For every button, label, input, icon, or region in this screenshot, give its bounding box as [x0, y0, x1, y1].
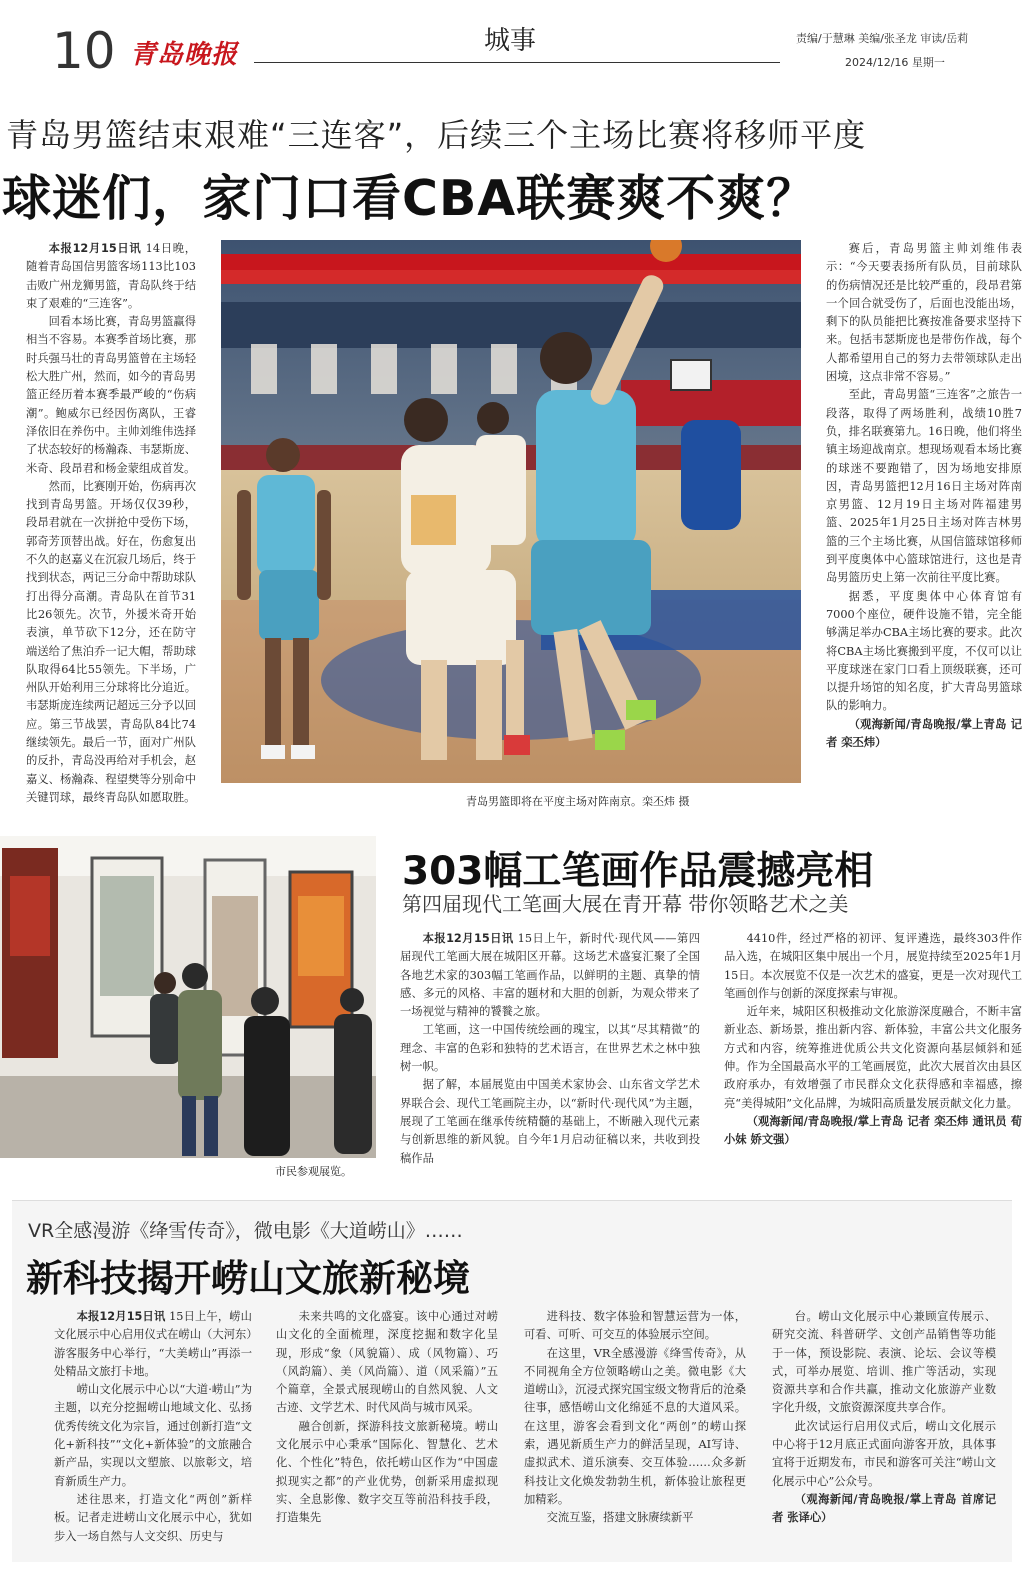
paragraph: 崂山文化展示中心以“大道·崂山”为主题，以充分挖掘崂山地域文化、弘扬优秀传统文化为宗旨，通过创新打造“文化+新科技”“文化+新体验”的文旅融合新产品，实现以文塑旅、以旅彰文，培育新质生产力。: [54, 1383, 252, 1488]
paragraph: 述往思来，打造文化“两创”新样板。记者走进崂山文化展示中心，犹如步入一场自然与人文交织、历史与: [54, 1492, 252, 1543]
article3-column-3: [524, 1308, 746, 1548]
paragraph: 据悉，平度奥体中心体育馆有7000个座位，硬件设施不错，完全能够满足举办CBA主场比赛的要求。此次将CBA主场比赛搬到平度，不仅可以让平度球迷在家门口看上顶级联赛，还可以提升场馆的知名度，扩大青岛男篮球队的影响力。: [826, 589, 1022, 713]
article1-byline: （观海新闻/青岛晚报/掌上青岛 记者 栾丕炜）: [826, 717, 1022, 750]
section-title: 城事: [483, 26, 536, 56]
lead-tag: 本报12月15日讯: [76, 1310, 166, 1323]
paragraph: 据了解，本届展览由中国美术家协会、山东省文学艺术界联合会、现代工笔画院主办，以“新时代·现代风”为主题，展现了工笔画在继承传统精髓的基础上，不断融入现代元素与创新思维的新风貌。自今年1月启动征稿以来，共收到投稿作品: [400, 1078, 700, 1165]
paragraph: 台。崂山文化展示中心兼顾宣传展示、研究交流、科普研学、文创产品销售等功能于一体，预设影院、表演、论坛、会议等模式，可举办展览、培训、推广等活动，实现资源共享和合作共赢，推动文化旅游产业数字化升级，文旅资源深度共享合作。: [772, 1310, 996, 1415]
paragraph: 然而，比赛刚开始，伤病再次找到青岛男篮。开场仅仅39秒，段昂君就在一次拼抢中受伤下场，郭奇芳顶替出战。好在，伤愈复出不久的赵嘉义在沉寂几场后，终于找到状态，两记三分命中帮助球队打出得分高潮。青岛队在首节31比26领先。次节，外援米奇开始表演，单节砍下12分，还在防守端送给了焦泊乔一记大帽，帮助球队取得64比55领先。下半场，广州队开始利用三分球将比分追近。韦瑟斯庞连续两记超远三分予以回应。第三节战罢，青岛队84比74继续领先。最后一节，面对广州队的反扑，青岛没再给对手机会，赵嘉义、杨瀚森、程望樊等分别命中关键罚球，最终青岛队如愿取胜。: [26, 479, 196, 804]
article1-column-right: [826, 240, 1022, 810]
paragraph: 融合创新，探游科技文旅新秘境。崂山文化展示中心秉承“国际化、智慧化、艺术化、个性化”特色，依托崂山区作为“中国虚拟现实之都”的产业优势，创新采用虚拟现实、全息影像、数字交互等前沿科技手段，打造集先: [276, 1419, 498, 1525]
page-number: 10: [52, 22, 116, 80]
article2-photo-caption: 市民参观展览。: [275, 1165, 352, 1178]
basketball-photo-illustration: [221, 240, 801, 783]
article2-subhead: 第四届现代工笔画大展在青开幕 带你领略艺术之美: [402, 892, 849, 916]
article1-kicker: 青岛男篮结束艰难“三连客”，后续三个主场比赛将移师平度: [6, 116, 867, 154]
lead-tag: 本报12月15日讯: [48, 242, 142, 255]
article3-column-1: [54, 1308, 252, 1548]
paper-logo: 青岛晚报: [130, 40, 239, 70]
article3-byline: （观海新闻/青岛晚报/掌上青岛 首席记者 张译心）: [772, 1492, 996, 1525]
article1-column-left: [26, 240, 196, 825]
article2-column-left: [400, 930, 700, 1176]
article3-headline: 新科技揭开崂山文旅新秘境: [26, 1257, 470, 1300]
article1-photo-caption: 青岛男篮即将在平度主场对阵南京。栾丕炜 摄: [466, 795, 690, 808]
paragraph: 进科技、数字体验和智慧运营为一体，可看、可听、可交互的体验展示空间。: [524, 1310, 746, 1342]
basketball-photo: [221, 240, 801, 783]
paragraph: 至此，青岛男篮“三连客”之旅告一段落，取得了两场胜利，战绩10胜7负，排名联赛第九。16日晚，他们将坐镇主场迎战南京。想现场观看本场比赛的球迷不要跑错了，因为场地安排原因，青岛男篮把12月16日主场对阵南京男篮、12月19日主场对阵福建男篮、2025年1月25日主场对阵吉林男篮的三个主场比赛，从国信篮球馆移师到平度奥体中心篮球馆进行，这也是青岛男篮历史上第一次前往平度比赛。: [826, 388, 1022, 585]
article3-column-2: [276, 1308, 498, 1548]
paragraph: 在这里，VR全感漫游《绛雪传奇》，从不同视角全方位领略崂山之美。微电影《大道崂山》，沉浸式探究国宝级文物背后的沧桑往事，感悟崂山文化绵延不息的大道风采。在这里，游客会看到文化“两创”的崂山探索，遇见新质生产力的鲜活呈现，AI写诗、虚拟武术、道乐演奏、交互体验……众多新科技让文化焕发勃勃生机，新体验让旅程更加精彩。: [524, 1346, 746, 1506]
article3-column-4: [772, 1308, 996, 1548]
paragraph: 4410件，经过严格的初评、复评遴选，最终303件作品入选，在城阳区集中展出一个月，展览持续至2025年1月15日。本次展览不仅是一次艺术的盛宴，更是一次对现代工笔画创作与创新的深度探索与审视。: [724, 932, 1022, 1000]
paragraph: 工笔画，这一中国传统绘画的瑰宝，以其“尽其精微”的理念、丰富的色彩和独特的艺术语言，在世界艺术之林中独树一帜。: [400, 1023, 700, 1074]
paragraph: 本报12月15日讯 14日晚，随着青岛国信男篮客场113比103击败广州龙狮男篮，青岛队终于结束了艰难的“三连客”。: [26, 242, 196, 310]
masthead-rule: [254, 62, 780, 63]
paragraph: 回看本场比赛，青岛男篮赢得相当不容易。本赛季首场比赛，那时兵强马壮的青岛男篮曾在主场轻松大胜广州，然而，如今的青岛男篮正经历着本赛季最严峻的“伤病潮”。鲍威尔已经因伤离队，王睿泽依旧在养伤中。主帅刘维伟选择了状态较好的杨瀚森、韦瑟斯庞、米奇、段昂君和杨金蒙组成首发。: [26, 315, 196, 475]
paragraph: 赛后，青岛男篮主帅刘维伟表示：“今天要表扬所有队员，目前球队的伤病情况还是比较严重的，段昂君第一个回合就受伤了，后面也没能出场，剩下的队员能把比赛按准备要求坚持下来。包括韦瑟斯庞也是带伤作战，每个人都希望用自己的努力去带领球队走出困境，这点非常不容易。”: [826, 242, 1022, 384]
issue-date: 2024/12/16 星期一: [845, 56, 945, 69]
article2-headline: 303幅工笔画作品震撼亮相: [402, 849, 874, 894]
paragraph: 本报12月15日讯 15日上午，崂山文化展示中心启用仪式在崂山（大河东）游客服务中心举行，“大美崂山”再添一处精品文旅打卡地。: [54, 1310, 252, 1378]
masthead: [0, 0, 1024, 82]
paragraph: 本报12月15日讯 15日上午，新时代·现代风——第四届现代工笔画大展在城阳区开幕。这场艺术盛宴汇聚了全国各地艺术家的303幅工笔画作品，以鲜明的主题、真挚的情感、多元的风格、丰富的题材和大胆的创新，为观众带来了一场视觉与精神的饕餮之旅。: [400, 932, 700, 1019]
editor-credits: 责编/于慧琳 美编/张圣龙 审读/岳莉: [796, 32, 969, 45]
exhibition-photo: [0, 836, 376, 1158]
article1-headline: 球迷们，家门口看CBA联赛爽不爽？: [2, 170, 817, 227]
paragraph: 未来共鸣的文化盛宴。该中心通过对崂山文化的全面梳理，深度挖掘和数字化呈现，形成“象（风貌篇）、成（风物篇）、巧（风韵篇）、美（风尚篇）、道（风采篇）”五个篇章，全景式展现崂山的自然风貌、人文古迹、文学艺术、时代风尚与城市风采。: [276, 1310, 498, 1415]
article2-column-right: [724, 930, 1022, 1176]
paragraph: 交流互鉴，搭建文脉赓续新平: [546, 1511, 694, 1525]
paragraph: 此次试运行启用仪式后，崂山文化展示中心将于12月底正式面向游客开放，具体事宜将于近期发布，市民和游客可关注“崂山文化展示中心”公众号。: [772, 1419, 996, 1488]
exhibition-photo-illustration: [0, 836, 376, 1158]
paragraph: 近年来，城阳区积极推动文化旅游深度融合，不断丰富新业态、新场景，推出新内容、新体验，丰富公共文化服务方式和内容，统筹推进优质公共文化资源向基层倾斜和延伸。作为全国最高水平的工笔画展览，此次大展首次由县区政府承办，有效增强了市民群众文化获得感和幸福感，擦亮“美得城阳”文化品牌，为城阳高质量发展贡献文化力量。: [724, 1005, 1022, 1110]
lead-tag: 本报12月15日讯: [422, 932, 514, 945]
article2-byline: （观海新闻/青岛晚报/掌上青岛 记者 栾丕炜 通讯员 荀小妹 娇文强）: [724, 1114, 1022, 1147]
article3-kicker: VR全感漫游《绛雪传奇》，微电影《大道崂山》……: [28, 1220, 463, 1242]
